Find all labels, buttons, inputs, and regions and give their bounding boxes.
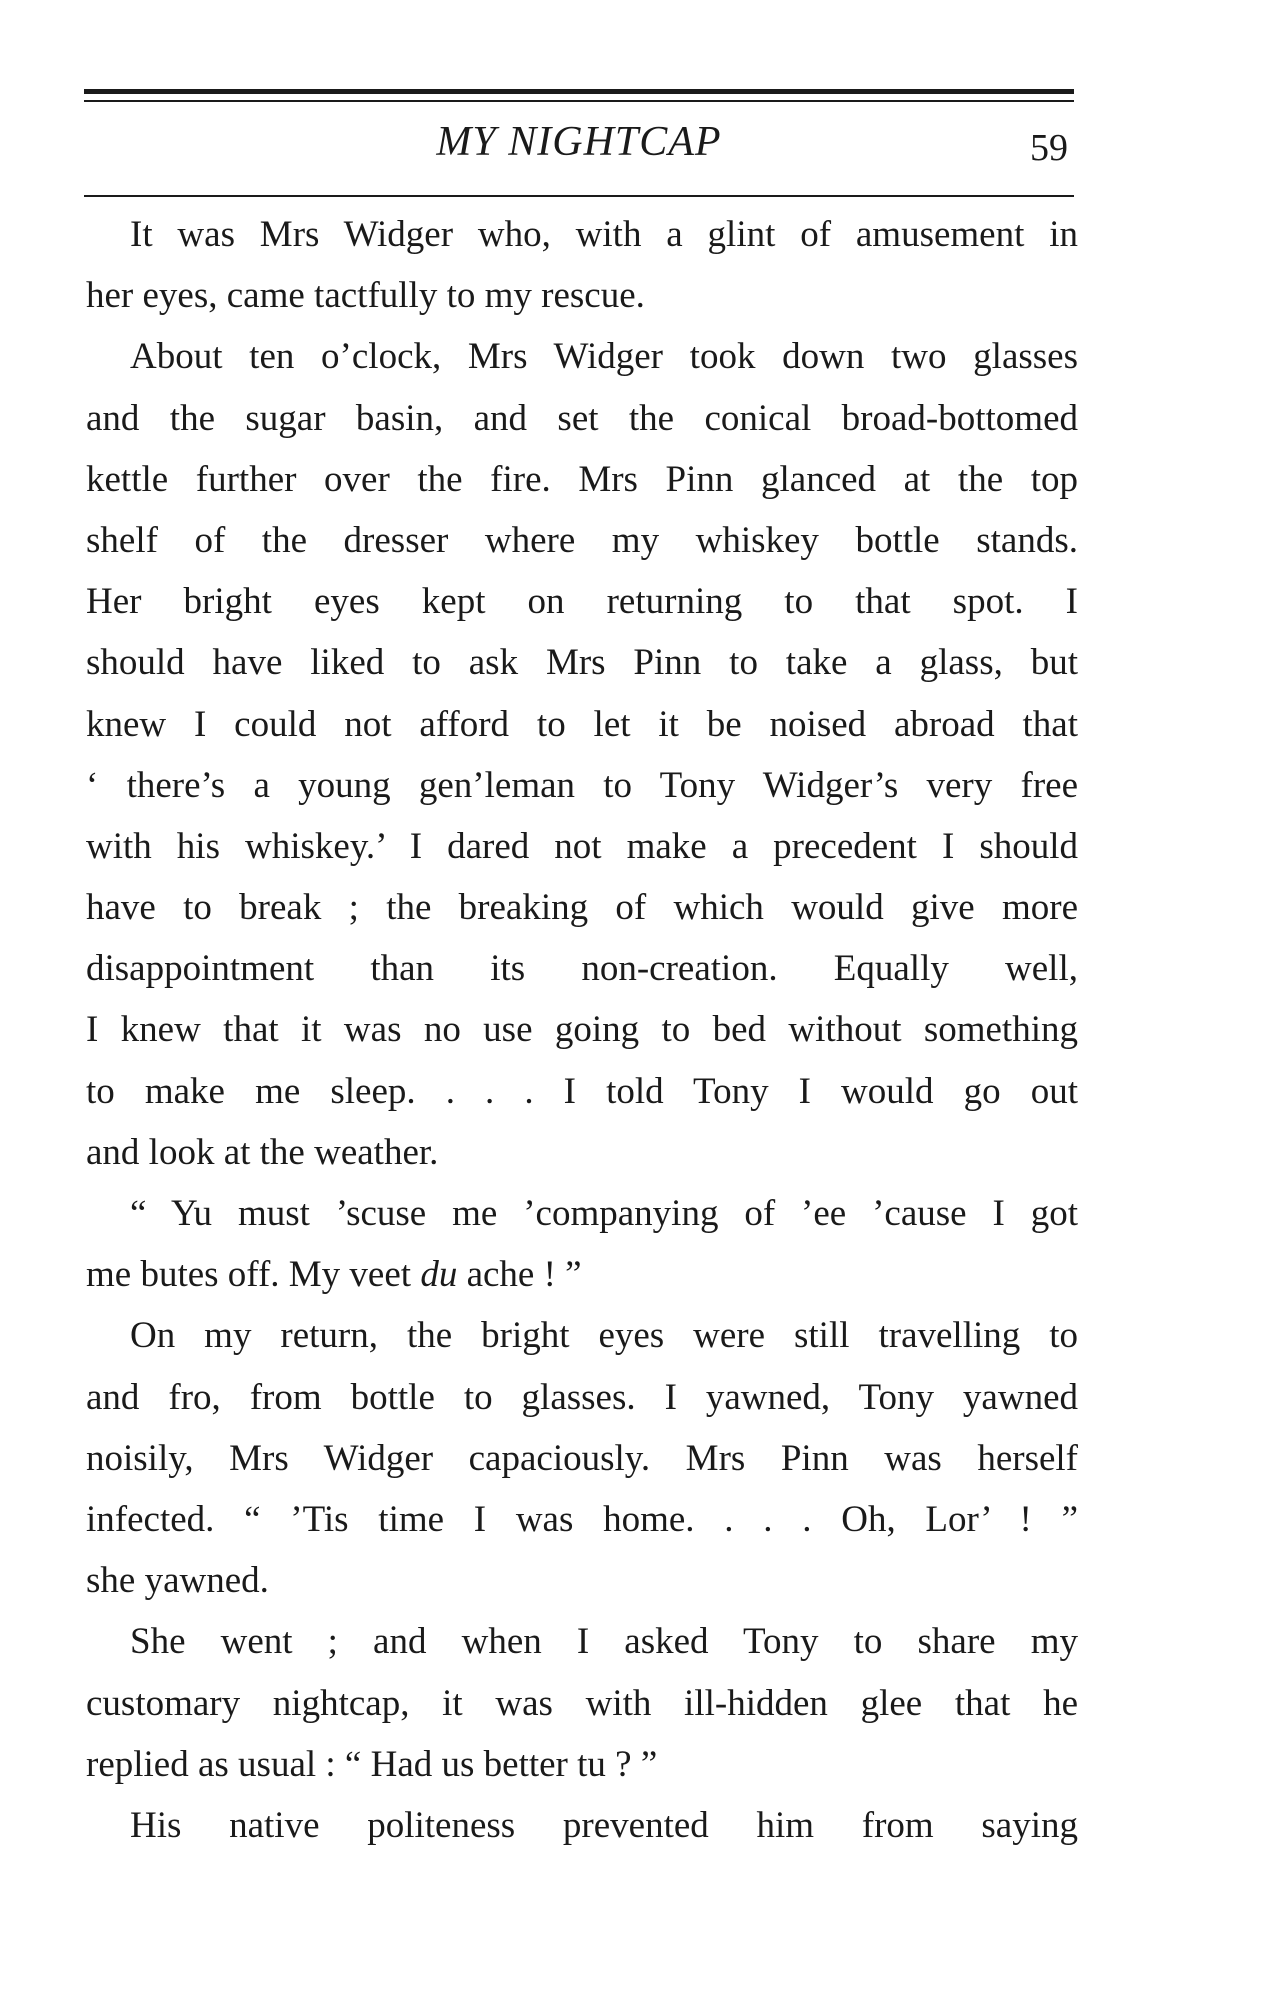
page-number: 59 xyxy=(1030,127,1068,169)
text-line: disappointment than its non-creation. Equally well, xyxy=(86,948,1078,990)
text-line: ‘ there’s a young gen’leman to Tony Widger’s very free xyxy=(86,764,1078,806)
text-line: shelf of the dresser where my whiskey bottle stands. xyxy=(86,519,1078,561)
text-line: and the sugar basin, and set the conical broad-bottomed xyxy=(86,397,1078,439)
text-line: It was Mrs Widger who, with a glint of amusement in xyxy=(130,214,1078,255)
text-line: with his whiskey.’ I dared not make a precedent I should xyxy=(86,825,1078,867)
body-text xyxy=(86,204,1078,1856)
text-line: About ten o’clock, Mrs Widger took down two glasses xyxy=(130,336,1078,378)
header-rule-thick xyxy=(84,89,1074,94)
italic-word: du xyxy=(420,1254,458,1296)
text-line: infected. “ ’Tis time I was home. . . . Oh, Lor’ ! ” xyxy=(86,1498,1078,1540)
text-line: kettle further over the fire. Mrs Pinn glanced at the top xyxy=(86,458,1078,500)
running-head xyxy=(84,118,1074,178)
text-line: she yawned. xyxy=(86,1560,269,1602)
text-line: replied as usual : “ Had us better tu ? ” xyxy=(86,1743,658,1785)
header-rule-under xyxy=(84,195,1074,197)
text-line: I knew that it was no use going to bed without something xyxy=(86,1009,1078,1051)
text-line: She went ; and when I asked Tony to share my xyxy=(130,1621,1078,1663)
text-line: to make me sleep. . . . I told Tony I would go out xyxy=(86,1070,1078,1112)
running-title: MY NIGHTCAP xyxy=(436,119,722,165)
text-line: customary nightcap, it was with ill-hidden glee that he xyxy=(86,1682,1078,1724)
text-line: Her bright eyes kept on returning to that spot. I xyxy=(86,581,1078,623)
text-line: On my return, the bright eyes were still travelling to xyxy=(130,1315,1078,1357)
text-line: her eyes, came tactfully to my rescue. xyxy=(86,275,645,317)
text-line: “ Yu must ’scuse me ’companying of ’ee ’cause I got xyxy=(130,1193,1078,1234)
text-line: and fro, from bottle to glasses. I yawned, Tony yawned xyxy=(86,1376,1078,1418)
text-line: His native politeness prevented him from saying xyxy=(130,1804,1078,1846)
header-rule-thin xyxy=(84,100,1074,102)
text-line: noisily, Mrs Widger capaciously. Mrs Pinn was herself xyxy=(86,1437,1078,1479)
text-line: and look at the weather. xyxy=(86,1131,439,1173)
text-line: have to break ; the breaking of which would give more xyxy=(86,887,1078,929)
text-line: knew I could not afford to let it be noised abroad that xyxy=(86,703,1078,745)
text-line: should have liked to ask Mrs Pinn to take a glass, but xyxy=(86,642,1078,684)
text-line: me butes off. My veet du ache ! ” xyxy=(86,1254,582,1296)
